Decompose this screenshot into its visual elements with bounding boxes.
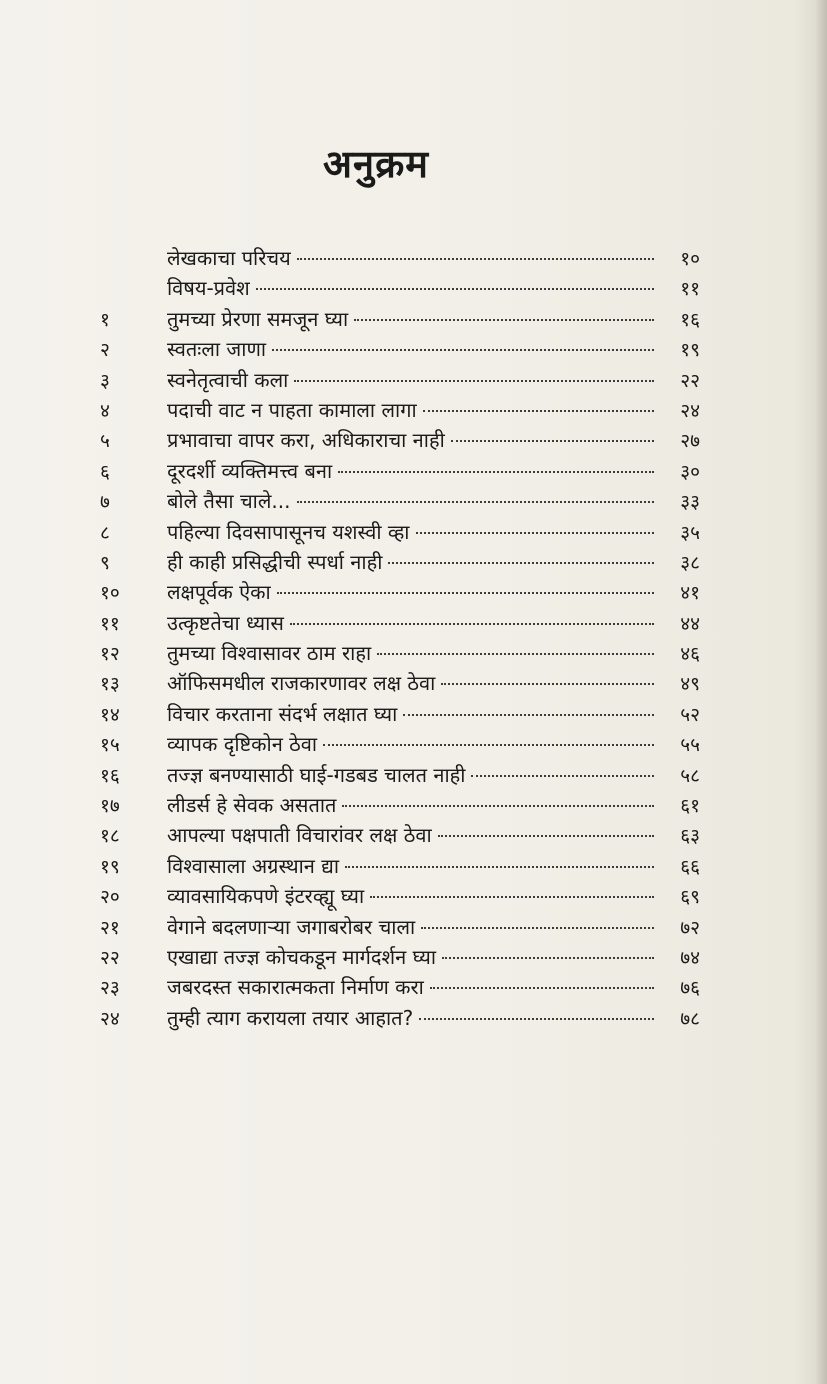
dot-leader xyxy=(388,562,654,564)
toc-entry xyxy=(100,608,700,638)
chapter-number: २० xyxy=(100,886,120,909)
page-number: ५८ xyxy=(680,764,700,787)
chapter-title: तुम्ही त्याग करायला तयार आहात? xyxy=(167,1005,414,1030)
chapter-title: विषय-प्रवेश xyxy=(167,276,250,301)
page-number: १६ xyxy=(680,308,700,331)
dot-leader xyxy=(338,471,654,473)
dot-leader xyxy=(277,592,654,594)
chapter-title: व्यापक दृष्टिकोन ठेवा xyxy=(167,732,318,757)
chapter-number: ६ xyxy=(100,460,110,483)
chapter-number: ३ xyxy=(100,369,110,392)
dot-leader xyxy=(342,805,654,807)
page-number: ७४ xyxy=(680,946,700,969)
page-number: ६९ xyxy=(680,886,700,909)
chapter-number: २३ xyxy=(100,977,120,1000)
dot-leader xyxy=(272,349,654,351)
chapter-title: तज्ज्ञ बनण्यासाठी घाई-गडबड चालत नाही xyxy=(167,762,466,787)
chapter-title: लेखकाचा परिचय xyxy=(167,246,291,270)
toc-entry xyxy=(100,395,700,425)
page-number: १० xyxy=(680,248,700,270)
chapter-number: ४ xyxy=(100,399,110,422)
chapter-number: १२ xyxy=(100,643,120,666)
toc-entry xyxy=(100,273,700,303)
page-title: अनुक्रम xyxy=(322,142,430,187)
chapter-number: २१ xyxy=(100,916,120,939)
chapter-title: वेगाने बदलणाऱ्या जगाबरोबर चाला xyxy=(167,914,416,939)
page-number: ३३ xyxy=(680,491,700,514)
chapter-title: स्वनेतृत्वाची कला xyxy=(167,367,289,392)
chapter-number: १८ xyxy=(100,825,120,848)
toc-entry xyxy=(100,486,700,516)
dot-leader xyxy=(442,957,654,959)
page-number: २२ xyxy=(680,369,700,392)
chapter-title: ऑफिसमधील राजकारणावर लक्ष ठेवा xyxy=(167,671,436,696)
dot-leader xyxy=(354,319,654,321)
toc-entry xyxy=(100,881,700,911)
chapter-title: जबरदस्त सकारात्मकता निर्माण करा xyxy=(167,975,424,1000)
page-number: ६३ xyxy=(680,825,700,848)
toc-entry xyxy=(100,942,700,972)
dot-leader xyxy=(421,927,654,929)
dot-leader xyxy=(423,410,654,412)
page-number: ३५ xyxy=(680,521,700,544)
page-number: ७६ xyxy=(680,977,700,1000)
toc-entry xyxy=(100,1003,700,1033)
chapter-title: दूरदर्शी व्यक्तिमत्त्व बना xyxy=(167,458,333,483)
toc-entry xyxy=(100,729,700,759)
chapter-number: १ xyxy=(100,308,110,331)
dot-leader xyxy=(471,775,654,777)
chapter-number: १६ xyxy=(100,764,120,787)
toc-entry xyxy=(100,668,700,698)
dot-leader xyxy=(416,532,655,534)
toc-entry xyxy=(100,820,700,850)
page-number: ४९ xyxy=(680,673,700,696)
page-number: ११ xyxy=(680,278,700,301)
toc-entry xyxy=(100,547,700,577)
toc-entry xyxy=(100,577,700,607)
chapter-title: बोले तैसा चाले... xyxy=(167,489,291,514)
page-number: ५२ xyxy=(680,703,700,726)
chapter-number: ८ xyxy=(100,521,110,544)
dot-leader xyxy=(297,258,654,260)
dot-leader xyxy=(297,501,655,503)
chapter-number: ११ xyxy=(100,612,120,635)
page-number: २७ xyxy=(680,430,700,453)
toc-entry xyxy=(100,851,700,881)
chapter-title: विचार करताना संदर्भ लक्षात घ्या xyxy=(167,701,398,726)
page-number: ३० xyxy=(680,460,700,483)
page-number: ४१ xyxy=(680,582,700,605)
toc-entry xyxy=(100,456,700,486)
chapter-number: २ xyxy=(100,339,110,362)
dot-leader xyxy=(451,440,654,442)
toc-entry xyxy=(100,365,700,395)
dot-leader xyxy=(438,835,654,837)
chapter-title: प्रभावाचा वापर करा, अधिकाराचा नाही xyxy=(167,428,445,453)
page-number: ४४ xyxy=(680,612,700,635)
chapter-title: एखाद्या तज्ज्ञ कोचकडून मार्गदर्शन घ्या xyxy=(167,944,437,969)
table-of-contents xyxy=(100,243,700,1033)
dot-leader xyxy=(430,987,654,989)
page-number: २४ xyxy=(680,399,700,422)
chapter-number: १५ xyxy=(100,734,120,757)
toc-entry xyxy=(100,699,700,729)
chapter-number: २२ xyxy=(100,946,120,969)
toc-entry xyxy=(100,972,700,1002)
dot-leader xyxy=(403,714,654,716)
chapter-number: १४ xyxy=(100,703,120,726)
dot-leader xyxy=(370,896,654,898)
chapter-title: पदाची वाट न पाहता कामाला लागा xyxy=(167,397,417,422)
chapter-number: १० xyxy=(100,582,120,605)
dot-leader xyxy=(323,744,654,746)
toc-entry xyxy=(100,760,700,790)
dot-leader xyxy=(377,653,654,655)
page-number: ६१ xyxy=(680,795,700,818)
dot-leader xyxy=(345,866,654,868)
page-number: ६६ xyxy=(680,855,700,878)
page-number: ४६ xyxy=(680,643,700,666)
dot-leader xyxy=(441,683,654,685)
toc-entry xyxy=(100,790,700,820)
chapter-title: पहिल्या दिवसापासूनच यशस्वी व्हा xyxy=(167,519,410,544)
dot-leader xyxy=(256,288,654,290)
page-edge-shadow xyxy=(815,0,827,1384)
dot-leader xyxy=(419,1018,654,1020)
chapter-number: १७ xyxy=(100,795,120,818)
chapter-title: स्वतःला जाणा xyxy=(167,337,267,362)
chapter-title: लीडर्स हे सेवक असतात xyxy=(167,793,337,818)
dot-leader xyxy=(290,623,654,625)
page-number: ३८ xyxy=(680,551,700,574)
toc-entry xyxy=(100,912,700,942)
chapter-number: २४ xyxy=(100,1007,120,1030)
toc-entry xyxy=(100,334,700,364)
toc-entry xyxy=(100,638,700,668)
chapter-title: आपल्या पक्षपाती विचारांवर लक्ष ठेवा xyxy=(167,823,432,848)
page-number: ५५ xyxy=(680,734,700,757)
chapter-title: लक्षपूर्वक ऐका xyxy=(167,580,271,605)
page-number: ७८ xyxy=(680,1007,700,1030)
chapter-number: ५ xyxy=(100,430,110,453)
dot-leader xyxy=(294,380,654,382)
toc-entry xyxy=(100,243,700,273)
chapter-title: ही काही प्रसिद्धीची स्पर्धा नाही xyxy=(167,549,383,574)
chapter-number: ९ xyxy=(100,551,110,574)
chapter-number: ७ xyxy=(100,491,110,514)
chapter-title: उत्कृष्टतेचा ध्यास xyxy=(167,610,284,635)
chapter-title: तुमच्या प्रेरणा समजून घ्या xyxy=(167,306,349,331)
chapter-title: विश्वासाला अग्रस्थान द्या xyxy=(167,853,340,878)
chapter-title: तुमच्या विश्वासावर ठाम राहा xyxy=(167,641,372,666)
toc-entry xyxy=(100,517,700,547)
chapter-number: १९ xyxy=(100,855,120,878)
toc-entry xyxy=(100,425,700,455)
chapter-number: १३ xyxy=(100,673,120,696)
chapter-title: व्यावसायिकपणे इंटरव्ह्यू घ्या xyxy=(167,884,365,909)
toc-entry xyxy=(100,304,700,334)
page-number: १९ xyxy=(680,339,700,362)
page-number: ७२ xyxy=(680,916,700,939)
